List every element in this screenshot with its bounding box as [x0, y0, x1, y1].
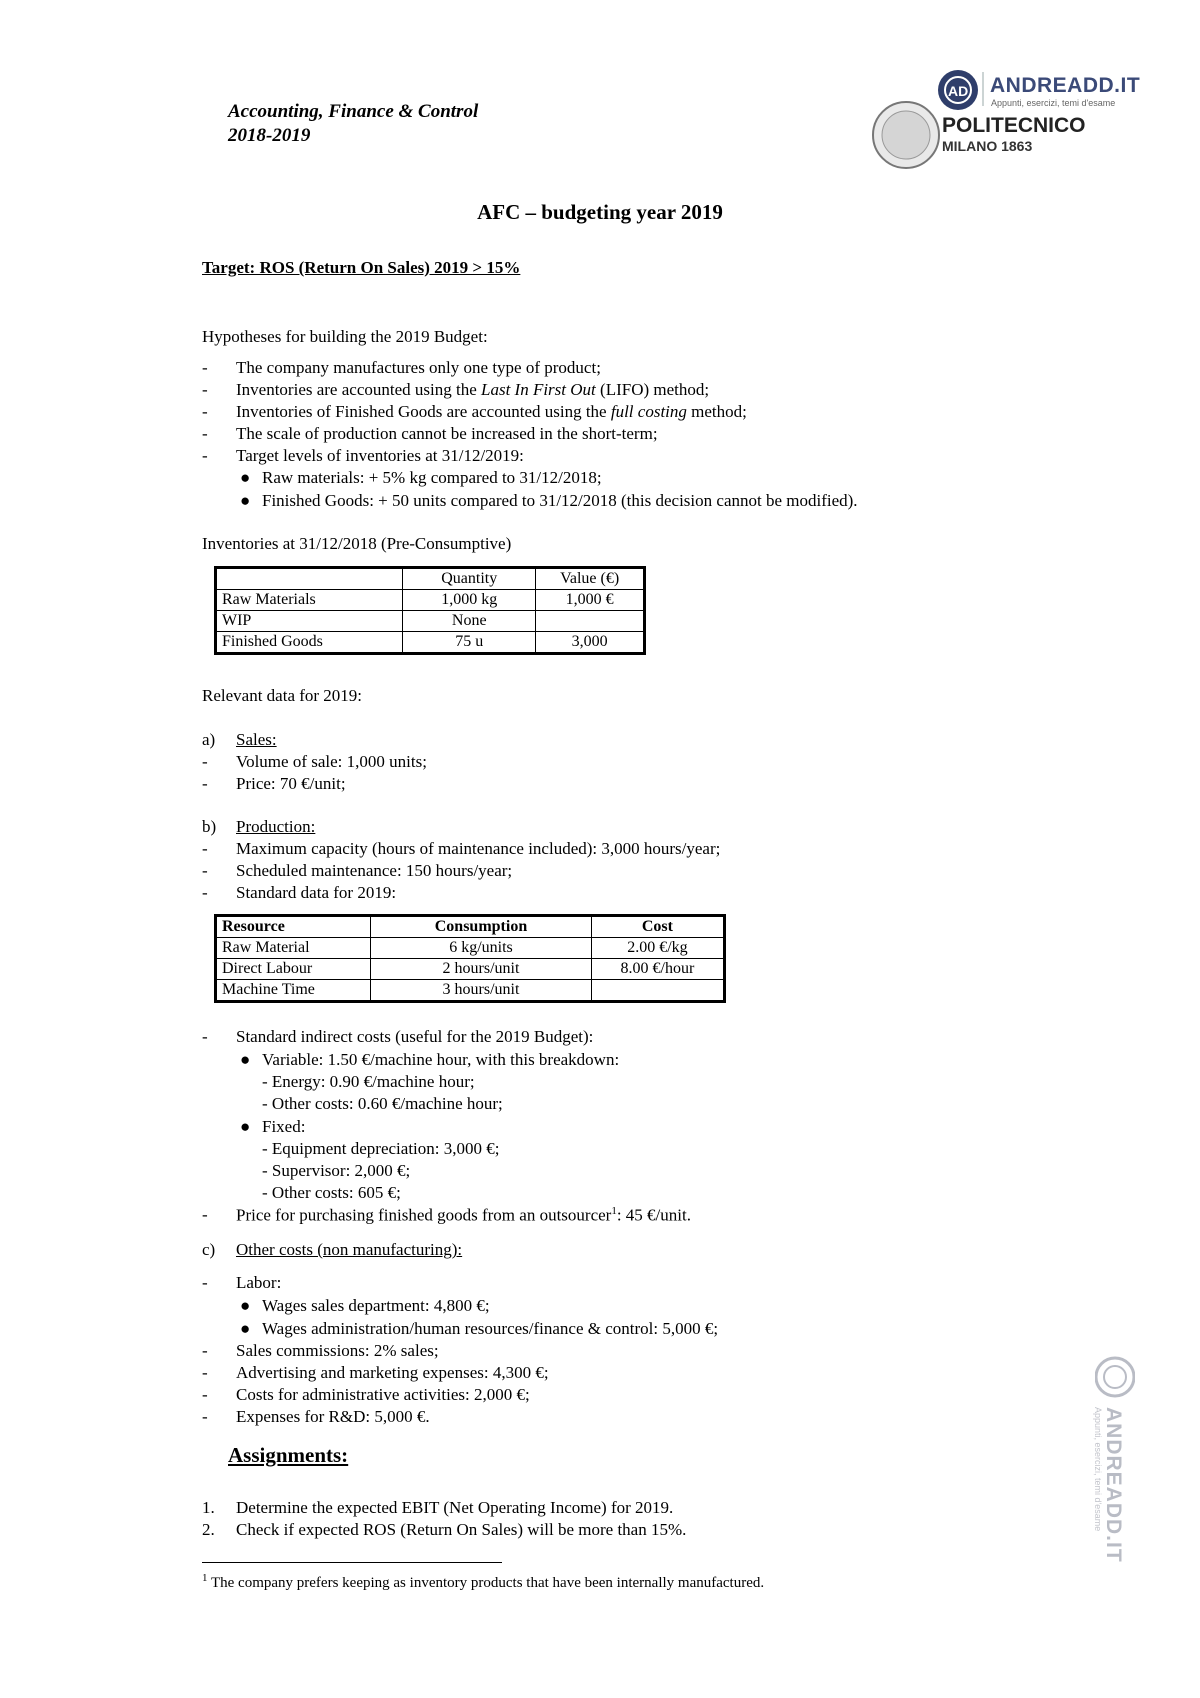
course-year: 2018-2019: [228, 125, 311, 146]
course-header: [228, 100, 478, 148]
watermark-icon: [1095, 1355, 1135, 1399]
assignments-heading: Assignments:: [228, 1443, 349, 1467]
list-item: Standard data for 2019:: [236, 883, 397, 902]
list-item: Advertising and marketing expenses: 4,300 €;: [236, 1363, 549, 1382]
table-cell: Machine Time: [216, 980, 371, 1002]
assignment-number: 1.: [202, 1498, 215, 1517]
table-row: [216, 959, 725, 980]
table-cell: [536, 611, 645, 632]
list-item: Labor:: [236, 1273, 282, 1292]
inventories-heading: Inventories at 31/12/2018 (Pre-Consumptive): [202, 534, 512, 553]
list-item: The scale of production cannot be increased in the short-term;: [236, 424, 658, 443]
politecnico-logo: [868, 70, 1168, 170]
production-heading: Production:: [236, 817, 316, 836]
logo-brand: ANDREADD.IT: [990, 74, 1141, 97]
table-cell: 3,000: [536, 632, 645, 654]
list-item: Fixed:: [262, 1117, 306, 1136]
side-tagline: Appunti, esercizi, temi d'esame: [1093, 1407, 1103, 1532]
list-item: Wages administration/human resources/finance & control: 5,000 €;: [262, 1319, 719, 1338]
assignment-item: Check if expected ROS (Return On Sales) will be more than 15%.: [236, 1520, 687, 1539]
list-item: Standard indirect costs (useful for the 2019 Budget):: [236, 1027, 594, 1046]
table-row: [216, 980, 725, 1002]
table-header: [216, 568, 403, 590]
table-row: [216, 568, 645, 590]
list-item: The company manufactures only one type of product;: [236, 358, 601, 377]
bullet-icon: ●: [240, 1319, 251, 1338]
bullet-icon: ●: [240, 1117, 251, 1136]
table-cell: 3 hours/unit: [371, 980, 592, 1002]
section-label: a): [202, 730, 216, 749]
table-cell: None: [403, 611, 536, 632]
list-item: Variable: 1.50 €/machine hour, with this breakdown:: [262, 1050, 620, 1069]
table-row: [216, 632, 645, 654]
standard-data-table: [214, 914, 726, 1003]
list-item: Raw materials: + 5% kg compared to 31/12/2018;: [262, 468, 602, 487]
list-item: Sales commissions: 2% sales;: [236, 1341, 439, 1360]
list-item: Target levels of inventories at 31/12/2019:: [236, 446, 524, 465]
relevant-heading: Relevant data for 2019:: [202, 686, 363, 705]
inventories-table: [214, 566, 646, 655]
bullet-icon: ●: [240, 1050, 251, 1069]
side-watermark: [1095, 1355, 1135, 1585]
list-item: Expenses for R&D: 5,000 €.: [236, 1407, 430, 1426]
list-item: - Energy: 0.90 €/machine hour;: [262, 1072, 475, 1091]
side-brand: ANDREADD.IT: [1102, 1407, 1125, 1563]
other-costs-heading: Other costs (non manufacturing):: [236, 1240, 463, 1259]
list-item: Inventories of Finished Goods are accounted using the full costing method;: [236, 402, 747, 421]
table-row: [216, 590, 645, 611]
assignment-item: Determine the expected EBIT (Net Operating Income) for 2019.: [236, 1498, 674, 1517]
list-item: Finished Goods: + 50 units compared to 31/12/2018 (this decision cannot be modified).: [262, 491, 858, 510]
table-header: Consumption: [371, 916, 592, 938]
page-title: AFC – budgeting year 2019: [477, 200, 723, 224]
table-cell: Direct Labour: [216, 959, 371, 980]
list-item: - Other costs: 605 €;: [262, 1183, 401, 1202]
table-cell: 2.00 €/kg: [591, 938, 724, 959]
list-item: Price: 70 €/unit;: [236, 774, 346, 793]
svg-text:AD: AD: [948, 83, 969, 99]
table-cell: Raw Material: [216, 938, 371, 959]
list-item: Inventories are accounted using the Last In First Out (LIFO) method;: [236, 380, 710, 399]
table-header: Quantity: [403, 568, 536, 590]
section-label: b): [202, 817, 217, 836]
list-item: Costs for administrative activities: 2,000 €;: [236, 1385, 530, 1404]
table-row: [216, 938, 725, 959]
list-item: Maximum capacity (hours of maintenance included): 3,000 hours/year;: [236, 839, 721, 858]
table-cell: 8.00 €/hour: [591, 959, 724, 980]
table-cell: 6 kg/units: [371, 938, 592, 959]
table-cell: 1,000 €: [536, 590, 645, 611]
table-cell: 2 hours/unit: [371, 959, 592, 980]
list-item: - Other costs: 0.60 €/machine hour;: [262, 1094, 503, 1113]
table-header: Cost: [591, 916, 724, 938]
list-item: Scheduled maintenance: 150 hours/year;: [236, 861, 513, 880]
footnote-separator: [202, 1562, 502, 1563]
table-cell: [591, 980, 724, 1002]
logo-city: MILANO 1863: [942, 138, 1033, 154]
table-cell: 1,000 kg: [403, 590, 536, 611]
footnote: $^1$ The company prefers keeping as inventory products that have been internally manufactured.: [202, 1572, 765, 1591]
bullet-icon: ●: [240, 468, 251, 487]
section-label: c): [202, 1240, 216, 1259]
table-row: [216, 611, 645, 632]
list-item: - Supervisor: 2,000 €;: [262, 1161, 411, 1180]
list-item: Wages sales department: 4,800 €;: [262, 1296, 490, 1315]
course-name: Accounting, Finance & Control: [228, 101, 479, 122]
list-item: Price for purchasing finished goods from an outsourcer$^1$: 45 €/unit.: [236, 1205, 691, 1225]
target-statement: Target: ROS (Return On Sales) 2019 > 15%: [202, 258, 521, 277]
table-cell: WIP: [216, 611, 403, 632]
table-cell: 75 u: [403, 632, 536, 654]
table-header: Value (€): [536, 568, 645, 590]
logo-tagline: Appunti, esercizi, temi d'esame: [991, 98, 1116, 108]
bullet-icon: ●: [240, 1296, 251, 1315]
logo-school: POLITECNICO: [942, 114, 1086, 137]
sales-heading: Sales:: [236, 730, 277, 749]
bullet-icon: ●: [240, 491, 251, 510]
table-cell: Finished Goods: [216, 632, 403, 654]
table-row: [216, 916, 725, 938]
assignment-number: 2.: [202, 1520, 215, 1539]
table-cell: Raw Materials: [216, 590, 403, 611]
list-item: - Equipment depreciation: 3,000 €;: [262, 1139, 500, 1158]
list-item: Volume of sale: 1,000 units;: [236, 752, 427, 771]
hypotheses-intro: Hypotheses for building the 2019 Budget:: [202, 327, 488, 346]
table-header: Resource: [216, 916, 371, 938]
